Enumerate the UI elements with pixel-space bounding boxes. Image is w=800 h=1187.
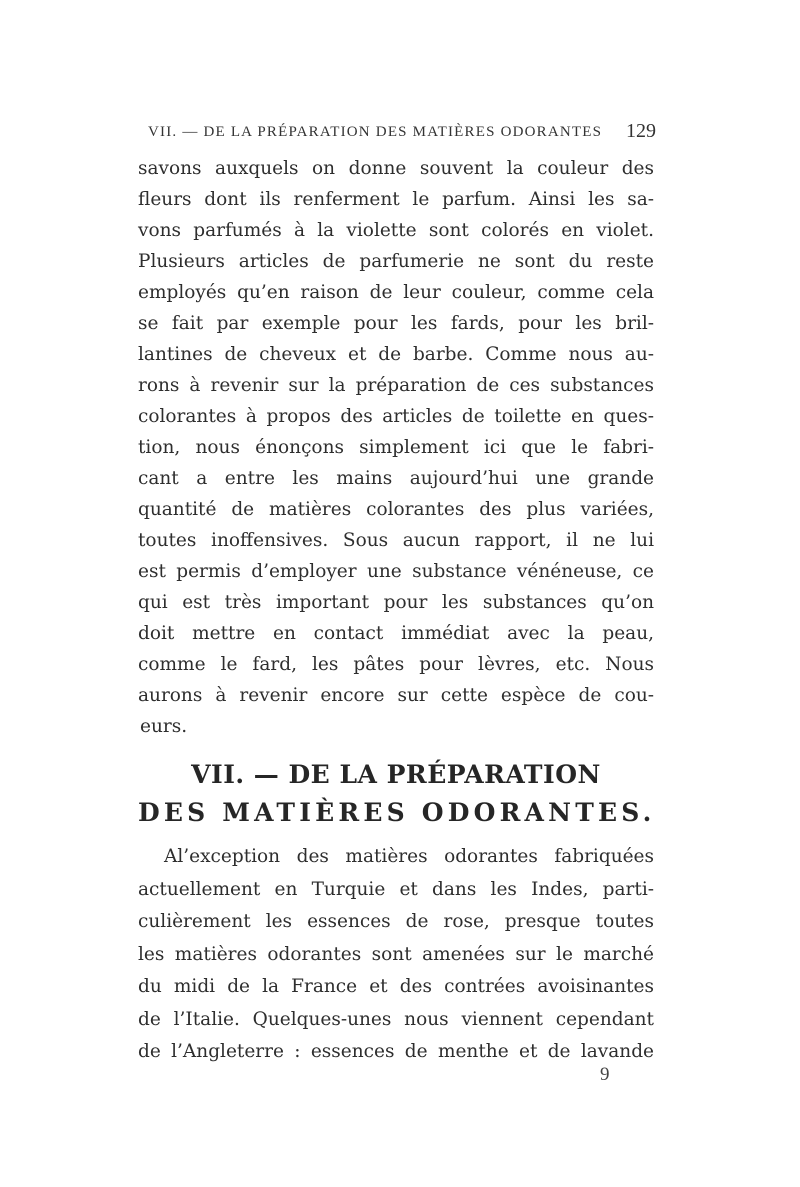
text-line: aurons à revenir encore sur cette espèce de cou- [138,685,654,706]
text-line: fleurs dont ils renferment le parfum. Ainsi les sa- [138,189,654,210]
section-heading-line-1: VII. — DE LA PRÉPARATION [191,760,601,789]
text-line: de l’Angleterre : essences de menthe et de lavande [138,1041,654,1062]
text-line: les matières odorantes sont amenées sur le marché [138,943,654,965]
text-line: vons parfumés à la violette sont colorés en violet. [138,220,654,241]
text-line: est permis d’employer une substance vénéneuse, ce [138,561,654,582]
text-line: se fait par exemple pour les fards, pour les bril- [138,313,654,334]
text-line: Al’exception des matières odorantes fabriquées [164,846,654,867]
text-line: rons à revenir sur la préparation de ces substances [138,375,654,396]
text-line: comme le fard, les pâtes pour lèvres, etc. Nous [138,654,654,675]
text-line: de l’Italie. Quelques-unes nous viennent cependant [138,1008,654,1030]
text-line: doit mettre en contact immédiat avec la peau, [138,623,654,644]
text-line: toutes inoffensives. Sous aucun rapport, il ne lui [138,530,654,551]
text-line: eurs. [140,716,188,737]
running-head-title: VII. — DE LA PRÉPARATION DES MATIÈRES ODORANTES [148,124,603,140]
text-line: culièrement les essences de rose, presque toutes [138,911,654,932]
text-line: employés qu’en raison de leur couleur, comme cela [138,282,654,303]
text-line: actuellement en Turquie et dans les Indes, parti- [138,878,654,900]
text-line: savons auxquels on donne souvent la couleur des [138,158,654,179]
text-line: colorantes à propos des articles de toilette en ques- [138,406,654,427]
text-line: quantité de matières colorantes des plus variées, [138,499,654,520]
section-heading-line-2: DES MATIÈRES ODORANTES. [138,798,656,827]
text-line: qui est très important pour les substances qu’on [138,592,654,613]
page-number: 129 [626,120,656,142]
running-head [148,120,656,144]
paragraph-continued [138,153,654,742]
text-line: du midi de la France et des contrées avoisinantes [138,976,654,997]
text-line: Plusieurs articles de parfumerie ne sont du reste [138,251,654,272]
text-line: lantines de cheveux et de barbe. Comme nous au- [138,344,654,365]
text-line: tion, nous énonçons simplement ici que le fabri- [138,437,654,458]
paragraph-new [138,841,654,1069]
signature-mark: 9 [600,1064,610,1085]
text-line: cant a entre les mains aujourd’hui une grande [138,468,654,489]
